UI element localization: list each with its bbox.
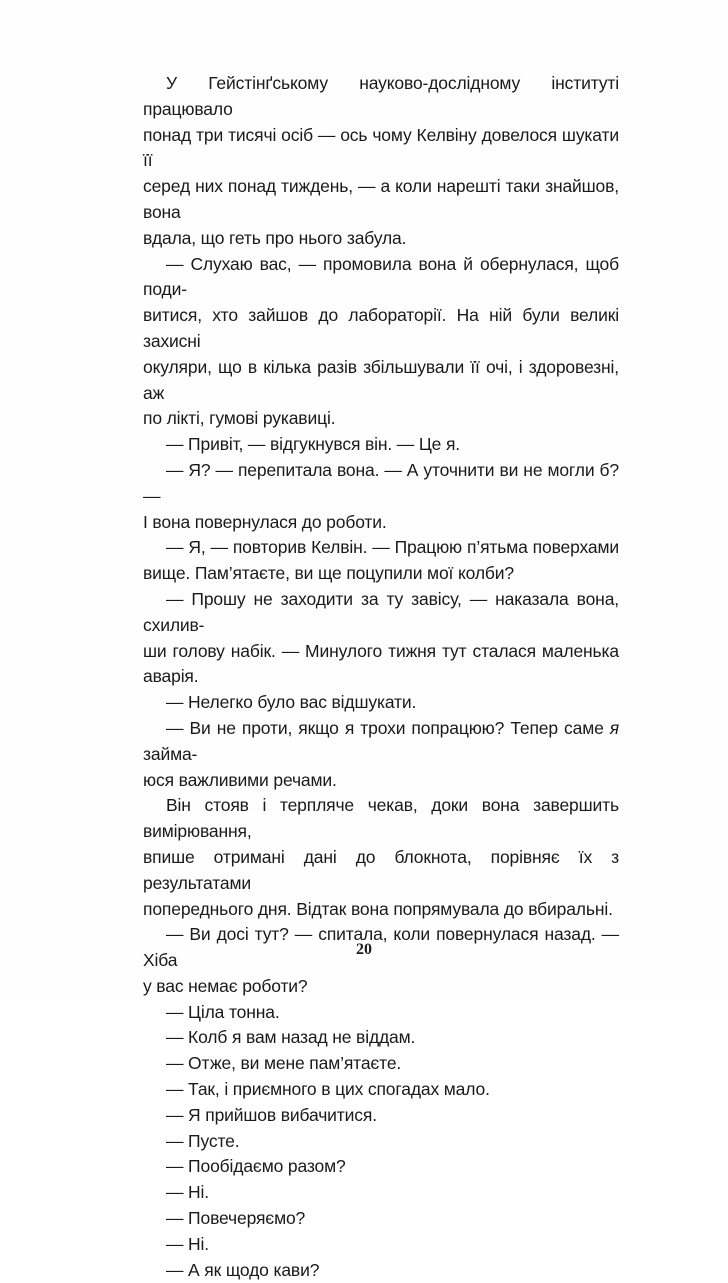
- paragraph: [143, 1180, 619, 1206]
- text-line: — Прошу не заходити за ту завісу, — наказала вона, схилив-: [143, 588, 619, 635]
- text-line: — Ви досі тут? — спитала, коли повернулася назад. — Хіба: [143, 924, 619, 971]
- text-line: — Пусте.: [166, 1130, 240, 1151]
- text-line: — Ні.: [166, 1182, 210, 1203]
- paragraph: [143, 1206, 619, 1232]
- text-line: — Так, і приємного в цих спогадах мало.: [166, 1079, 490, 1100]
- text-line: — Отже, ви мене пам’ятаєте.: [166, 1053, 402, 1074]
- paragraph: [143, 1103, 619, 1129]
- paragraph: [143, 716, 619, 793]
- paragraph: [143, 458, 619, 535]
- text-line: юся важливими речами.: [143, 769, 337, 790]
- paragraph: [143, 1077, 619, 1103]
- text-line: у вас немає роботи?: [143, 975, 308, 996]
- text-line: окуляри, що в кілька разів збільшували її очі, і здоровезні, аж: [143, 356, 619, 403]
- text-line: понад три тисячі осіб — ось чому Келвіну довелося шукати її: [143, 124, 619, 171]
- text-line: — Нелегко було вас відшукати.: [166, 692, 417, 713]
- text-line: — Колб я вам назад не віддам.: [166, 1027, 416, 1048]
- paragraph: [143, 1258, 619, 1283]
- text-line: І вона повернулася до роботи.: [143, 511, 387, 532]
- text-line: серед них понад тиждень, — а коли нарешті таки знайшов, вона: [143, 176, 619, 222]
- paragraph: [143, 252, 619, 433]
- text-line: по лікті, гумові рукавиці.: [143, 408, 336, 429]
- paragraph: [143, 1129, 619, 1155]
- page-number: 20: [356, 941, 372, 958]
- paragraph: [143, 587, 619, 690]
- text-line: — Я, — повторив Келвін. — Працюю п’ятьма поверхами: [166, 537, 619, 558]
- paragraph: [143, 1232, 619, 1258]
- text-line: — Ні.: [166, 1233, 210, 1254]
- text-line: — А як щодо кави?: [166, 1259, 320, 1280]
- paragraph: [143, 1025, 619, 1051]
- text-line: попереднього дня. Відтак вона попрямувала до вбиральні.: [143, 898, 613, 919]
- text-line: впише отримані дані до блокнота, порівняє їх з результатами: [143, 846, 619, 893]
- text-line: вище. Пам’ятаєте, ви ще поцупили мої колби?: [143, 563, 514, 584]
- text-line: — Я? — перепитала вона. — А уточнити ви не могли б? —: [143, 459, 619, 506]
- text-line: — Ви не проти, якщо я трохи попрацюю? Тепер саме я займа-: [143, 717, 619, 764]
- text-line: — Ціла тонна.: [166, 1001, 280, 1022]
- text-line: — Я прийшов вибачитися.: [166, 1104, 377, 1125]
- text-line: — Повечеряємо?: [166, 1208, 306, 1229]
- paragraph: [143, 71, 619, 252]
- paragraph: [143, 1051, 619, 1077]
- paragraph: [143, 432, 619, 458]
- text-line: ши голову набік. — Минулого тижня тут сталася маленька аварія.: [143, 640, 619, 687]
- text-line: — Слухаю вас, — промовила вона й обернулася, щоб поди-: [143, 253, 619, 300]
- paragraph: [143, 922, 619, 999]
- text-line: У Гейстінґському науково-дослідному інституті працювало: [143, 73, 619, 119]
- paragraph: [143, 690, 619, 716]
- text-line: — Привіт, — відгукнувся він. — Це я.: [166, 434, 460, 455]
- text-line: витися, хто зайшов до лабораторії. На ній були великі захисні: [143, 305, 619, 351]
- paragraph: [143, 535, 619, 587]
- body-text: [143, 71, 619, 1283]
- text-line: вдала, що геть про нього забула.: [143, 227, 407, 248]
- text-line: Він стояв і терпляче чекав, доки вона завершить вимірювання,: [143, 795, 619, 842]
- text-line: — Пообідаємо разом?: [166, 1156, 346, 1177]
- paragraph: [143, 793, 619, 922]
- paragraph: [143, 1154, 619, 1180]
- paragraph: [143, 1000, 619, 1026]
